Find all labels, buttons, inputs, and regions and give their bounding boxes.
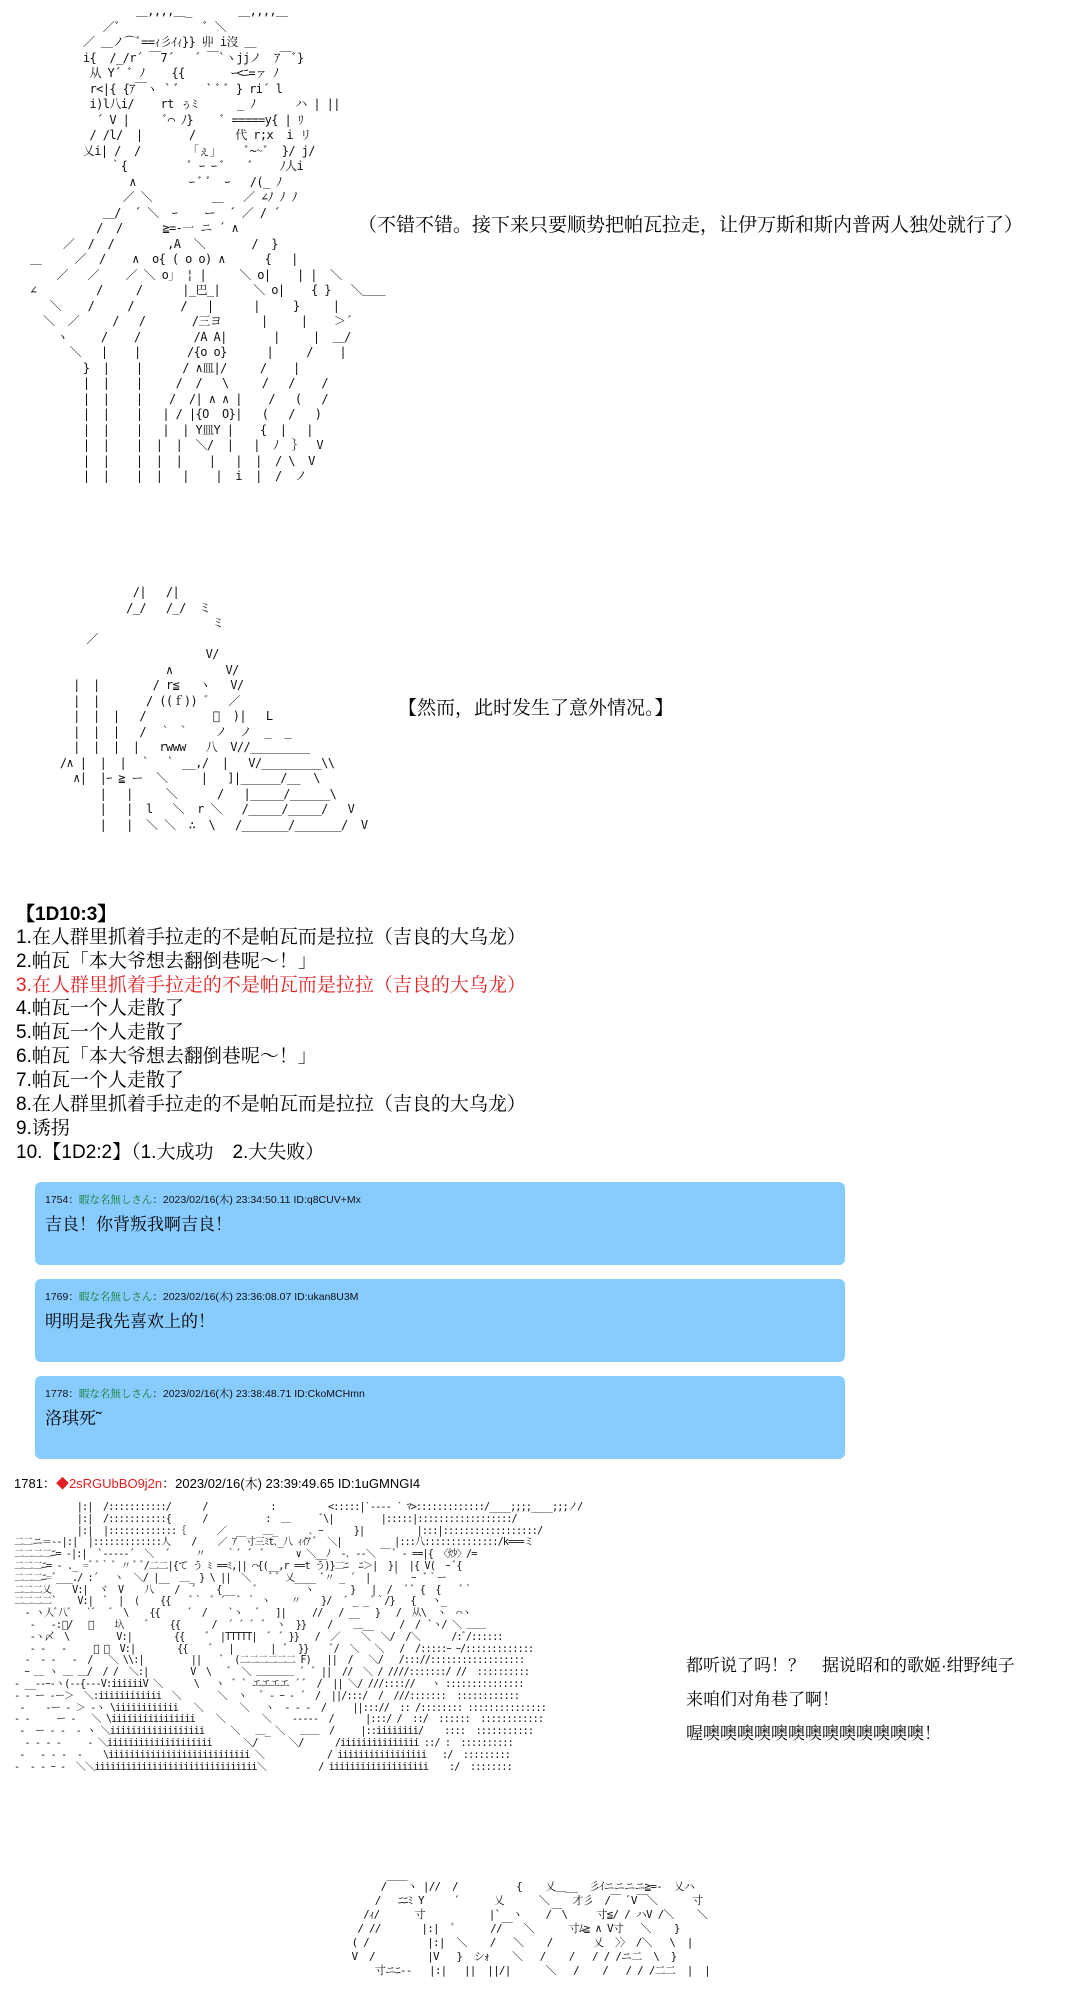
post-dialog-line-2: 来咱们对角巷了啊！ [686,1690,839,1709]
comment-date: 2023/02/16(木) 23:34:50.11 [162,1194,291,1206]
comment-date: 2023/02/16(木) 23:36:08.07 [162,1291,292,1303]
comment-id: ID:q8CUV+Mx [293,1194,361,1206]
comment-text: 吉良！你背叛我啊吉良！ [45,1215,232,1234]
comment-text: 明明是我先喜欢上的！ [45,1312,215,1331]
option-item-3-selected: 3.在人群里抓着手拉走的不是帕瓦而是拉拉（吉良的大乌龙） [16,975,526,996]
comment-author[interactable]: 暇な名無しさん [78,1291,153,1303]
post-trip[interactable]: ◆2sRGUbBO9j2n [55,1476,163,1491]
comment-number: 1778 [45,1388,69,1400]
option-item-2: 2.帕瓦「本大爷想去翻倒巷呢～！」 [16,951,317,972]
option-item-4: 4.帕瓦一个人走散了 [16,998,184,1019]
comment-meta: 1769：暇な名無しさん：2023/02/16(木) 23:36:08.07 ID:ukan8U3M [45,1291,359,1303]
comment-number: 1769 [45,1291,69,1303]
comment-author[interactable]: 暇な名無しさん [78,1194,153,1206]
comment-meta: 1754：暇な名無しさん：2023/02/16(木) 23:34:50.11 ID:q8CUV+Mx [45,1194,361,1206]
comment-bubble-1778 [35,1376,845,1459]
option-item-10: 10.【1D2:2】（1.大成功 2.大失败） [16,1142,325,1163]
option-item-7: 7.帕瓦一个人走散了 [16,1070,184,1091]
ascii-art-character-1: ＿,,,,＿_ ＿,,,,＿ ／ﾞ ﾞ ＼ ／ ＿ノ⌒ﾞ==ｨ彡ｲｨ}} 丱 i沒 ＿ i{ /_/r´ ￣7´ ´ ￣`ヽjjノ ｱ￣ﾞ} 从 Y´ ﾞ ﾉ {{ ｰ<ﾆ=ァ ﾉ r<|{ {ｱ￣ヽ ` ﾞ ` ﾞ ﾞ } ri´ l i)l八i/ rt ぅﾐ _ ﾉ ハ | || ´ V | ﾞ⌒ ﾉ} ﾞ =====y{ | ﾘ / /l/ | / 代 r;x i リ 乂i| / / 「ぇ」 ﾞ~~ﾞ }/ j/ ｀{ ﾞ ｰ ｰ ﾞ ﾞ ﾉ人i ∧ ｰ ﾞ ﾞ ｰ /(_ ﾉ ／ ＼ ＿ ／ ∠ﾉ ﾉ ﾉ ＿/ ´ ＼ ｰ ー ´ ／ / ´ / / ≧=‐一 ニ ´ ∧ ／ / / ,A ＼ / } ＿ ／ / ∧ o{ ( o o) ∧ { | ／ ／ ／ ＼ o」 ¦ | ＼ o| | | ＼ ∠ / / |_巴_| ＼ o| { } ＼＿＿ ＼ / / / | | } | ＼ ／ / / /三ヨ | | ＞´ ヽ / / /A A| | | ＿/ ＼ | | /{o o} | / | } | | / ∧皿|/ / | | | | / / \ / / / | | | / /| ∧ ∧ | / ( / | | | | / |{O O}| ( / ) | | | | | Y皿Y | { | | | | | | | ＼/ | | ﾉ ｝ V | | | | | | | | / \ V | | | | | | i | / ノ [29,4,385,483]
comment-id: ID:ukan8U3M [294,1291,359,1303]
comment-bubble-1769 [35,1279,845,1362]
option-item-6: 6.帕瓦「本大爷想去翻倒巷呢～！」 [16,1046,317,1067]
option-item-9: 9.诱拐 [16,1118,70,1139]
ascii-art-shouting-character: |:| /:::::::::::/ / : <:::::|`‐‐‐‐ ´ ﾏ>:::::::::::::/____;;;;____;;;ノ/ |:| /:::::::::::{ / : ＿ ﾞ\| |:::::|::::::::::::::::::/ |:| |:::::::::::::｛ ／ ＿_ ､ ｰ }| |:::|::::::::::::::::::/ 二二ニ＝‐-|:| |:::::::::::::人 / ／ ｱ￣寸三ﾐt､_八 ｨｲｱ ﾞ ＼| |:::八::::::::::::::/k===ミ 二二二二ﾆ= -|:| `‐‐‐‐‐´ ＼ ´ 〃 ｀´ ﾞ ﾞ ∨ ＼__ﾉ ‐､ ‐‐＼ ￣ ﾞ ‐ ==|{ 〈炒〉/= 二二二ﾆ= - ._ =ﾞ ﾞ｀ ﾞ 〃 ﾞ ﾞ/二二|{て う ﾐ ==ﾐ,|| ⌒{(__,r ==t う)}二ﾆ ﾆ＞| }| |{ V( ｰ ﾞ{ 二二二ﾆ=ﾞ___./ :´ ヽ ＼/ |__ ＿_ } \ || ＼ ﾞ ﾞ 乂____ ﾞ〃 _ ´ | ｀ ｰ ﾞ｀ー 二二二乂 V:| ヾ V 八 / ´ { ﾞ ヽ } | / ´ ﾞ { { ﾞ｀ 二二二二` V:| ﾞ | ⟨ {{ ﾞ｀ ﾞ ´￣ ﾞ ｀ ヽ 〃 }/ ´ _ _ ﾞ｀/} { ヽ_ ‐ ヽ人ﾞ八ﾞ `ﾞ ﾞ \ {{ ´ / `ヽ ﾞ ]| // / __ } / 从\ ヽ ⌒ヽ ‐ ‐:ﾞ/ ＼ 圦 ﾞ {{ / ´ ´ ´ ﾞ ヽ }} / ＿__ / / ﾞヽ/ ＼ ＿＿ ‐ヽ〆 \ V:| {{ ﾞ |TTTTT| ﾞ ﾞ }} / ／ ＼ ＼/ /＼ /:ﾞ/:::::: ‐ ‐ ‐ ﾞ ＼ V:| {{ ﾞ | | ﾞ }} ﾞ/ ＼ ＼ / /:::::ｰ ｰ/::::::::::::: ‐ ‐ ‐ ‐ / ＼ \\:| || ﾞ (二二二二二二 F) || / ＼/ /::://:::::::::::::::::: ｰ ＿ ヽ ＿ ＿/ / / ＼:| V \ ﾞ ＼ ＿＿＿＿ ´ ﾞ || // ＼ / ////:::::::/ // :::::::::: ‐ __--ｰ‐ヽ(‐-{-‐-V:iiiiiiV ＼ \ ヽ ﾞ ` エエエエ ´ ﾞ / || ＼/ ///::::// ヽ ::::::::::::::: ‐ ‐ ー ‐ー＞ ＼:iiiiiiiiiiii ＼ ＼ ヽ ﾞ ‐ ｰ ‐ ´ / ||/:::/ / ///::::::: :::::::::::: ‐ ‐ー ‐ ＞ ‐ヽ \iiiiiiiiiiii ＼ ＼ ヽ ‐ ‐ ‐ / ||:::// :: /:::::::: ::::::::::::::: ‐ ‐ ー ‐ ＼ \iiiiiiiiiiiiiiii ＼ ＼ ‐‐‐‐‐ / |:::/ / ::/ :::::: :::::::::::: ‐ ー ‐ ‐ ‐ ヽ ＼iiiiiiiiiiiiiiiiii ＼ ＿_ ＼ ＿＿ / |::iiiiiiii/ :::: ::::::::::: ‐ ‐ ‐ ‐ ‐ ＼iiiiiiiiiiiiiiiiiiii ＼/ ＼/ /iiiiiiiiiiiiiii ::/ : :::::::::: ‐ ‐ ‐ ‐ ‐ \iiiiiiiiiiiiiiiiiiiiiiiiiii ＼ / iiiiiiiiiiiiiiiii :/ ::::::::: ‐ ‐ ‐ ｰ ‐ ＼＼iiiiiiiiiiiiiiiiiiiiiiiiiiiiiii＼ / iiiiiiiiiiiiiiiiiii :/ :::::::: [14,1502,583,1773]
option-item-1: 1.在人群里抓着手拉走的不是帕瓦而是拉拉（吉良的大乌龙） [16,927,526,948]
comment-number: 1754 [45,1194,69,1206]
post-id: ID:1uGMNGI4 [337,1476,421,1491]
post-dialog-line-1: 都听说了吗！？ 据说昭和的歌姬·绀野纯子 [686,1656,1015,1675]
option-item-5: 5.帕瓦一个人走散了 [16,1022,184,1043]
comment-id: ID:CkoMCHmn [294,1388,365,1400]
ascii-art-crowd-scene: /| /| /_/ /_/ ミ ミ ／ V/ ∧ V/ | | / r≦ ヽ V/ | | / ((ｆ)) ゛ ／ | | | / ﾞ )| L | | | / ｀ ｀ ノ ノ _ _ | | | | rwww 八 V//_________ /∧ | | | ｀ ｀ __,/ | V/_________\\ ∧| |ｰ ≧ ー ＼ | ]|______/__ \ | | ＼ / |_____/______\ | | l ＼ r ＼ /_____/_____/ V | | ＼ ＼ ∴ \ /_______/_______/ V [59,585,368,832]
comment-bubble-1754 [35,1182,845,1265]
post-header: 1781：◆2sRGUbBO9j2n：2023/02/16(木) 23:39:49.65 ID:1uGMNGI4 [14,1476,421,1491]
scene2-dialog: 【然而，此时发生了意外情况。】 [398,698,674,719]
post-number[interactable]: 1781 [14,1476,43,1491]
comment-meta: 1778：暇な名無しさん：2023/02/16(木) 23:38:48.71 ID:CkoMCHmn [45,1388,365,1400]
comment-date: 2023/02/16(木) 23:38:48.71 [162,1388,292,1400]
ascii-art-bottom-scene: /￣￣ヽ |// / { 乂＿__ 彡ｲニニニニ≧=‐ 乂ハ / ﾆﾆﾐ Y ´ 乂 ＼ 才彡 /￣ ﾞV￣＼ 寸 /ｨ/ 寸 |` ヽ /￣\ 寸≦/ / ハV /＼ ＼ / // |:| ﾞ //￣ ＼ 寸ﾑ≧ ∧ V寸 ＼ } ( / |:| ＼ / ＼ / 乂 〉〉 /＼ \ | V / |V } シｫ ＼ / / / / /ニ二 \ } 寸ニﾆ‐‐ |:| || ||/| ＼ / / / / /二二 | | [351,1880,710,1977]
comment-text: 洛琪死˜ [45,1409,102,1428]
post-dialog-line-3: 喔噢噢噢噢噢噢噢噢噢噢噢噢噢！ [686,1724,941,1743]
scene1-dialog: （不错不错。接下来只要顺势把帕瓦拉走，让伊万斯和斯内普两人独处就行了） [358,215,1024,236]
option-item-8: 8.在人群里抓着手拉走的不是帕瓦而是拉拉（吉良的大乌龙） [16,1094,526,1115]
dice-roll-header: 【1D10:3】 [16,904,117,925]
comment-author[interactable]: 暇な名無しさん [78,1388,153,1400]
post-date: 2023/02/16(木) 23:39:49.65 [175,1476,335,1491]
